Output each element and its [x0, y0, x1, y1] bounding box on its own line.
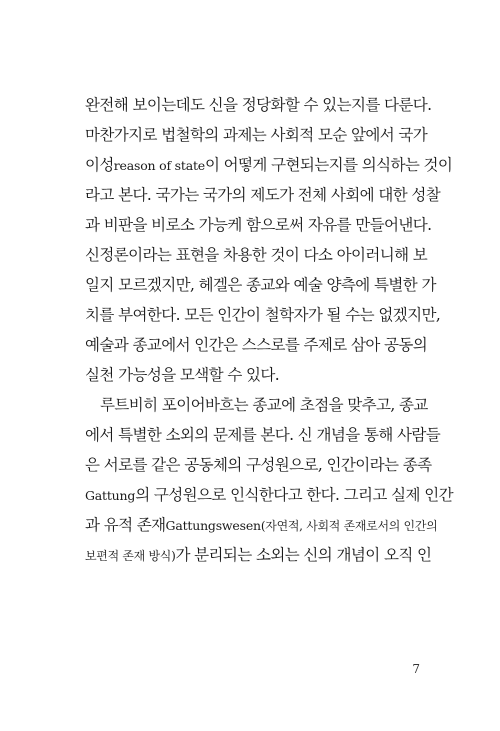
text-line: 과 비판을 비로소 가능케 함으로써 자유를 만들어낸다. — [85, 216, 432, 234]
page-number: 7 — [412, 662, 420, 676]
text-line: 루트비히 포이어바흐는 종교에 초점을 맞추고, 종교 — [100, 396, 428, 414]
text-line: 예술과 종교에서 인간은 스스로를 주제로 삼아 공동의 — [85, 336, 428, 354]
text-line — [85, 510, 438, 540]
text-line — [85, 540, 432, 570]
text-segment: 이성 — [85, 156, 114, 174]
text-line: 라고 본다. 국가는 국가의 제도가 전체 사회에 대한 성찰 — [85, 186, 441, 204]
text-segment: 의 구성원으로 인식한다고 한다. 그리고 실제 인간 — [135, 486, 453, 504]
text-line: 은 서로를 같은 공동체의 구성원으로, 인간이라는 종족 — [85, 456, 432, 474]
text-line: 마찬가지로 법철학의 과제는 사회적 모순 앞에서 국가 — [85, 126, 428, 144]
text-segment: 이 어떻게 구현되는지를 의식하는 것이 — [204, 156, 453, 174]
text-line — [85, 480, 453, 510]
text-segment: 과 유적 존재 — [85, 516, 166, 534]
text-line: 실천 가능성을 모색할 수 있다. — [85, 366, 280, 384]
parenthetical: (자연적, 사회적 존재로서의 인간의 — [260, 519, 438, 533]
text-line: 에서 특별한 소외의 문제를 본다. 신 개념을 통해 사람들 — [85, 426, 441, 444]
text-segment: 가 분리되는 소외는 신의 개념이 오직 인 — [175, 546, 432, 564]
foreign-term: reason of state — [113, 158, 205, 173]
text-line — [85, 150, 453, 180]
foreign-term: Gattung — [85, 488, 136, 503]
text-line: 일지 모르겠지만, 헤겔은 종교와 예술 양측에 특별한 가 — [85, 276, 436, 294]
text-line: 신정론이라는 표현을 차용한 것이 다소 아이러니해 보 — [85, 246, 428, 264]
parenthetical: 보편적 존재 방식) — [85, 549, 176, 563]
text-line: 치를 부여한다. 모든 인간이 철학자가 될 수는 없겠지만, — [85, 306, 441, 324]
text-line: 완전해 보이는데도 신을 정당화할 수 있는지를 다룬다. — [85, 96, 432, 114]
foreign-term: Gattungswesen — [165, 518, 261, 533]
